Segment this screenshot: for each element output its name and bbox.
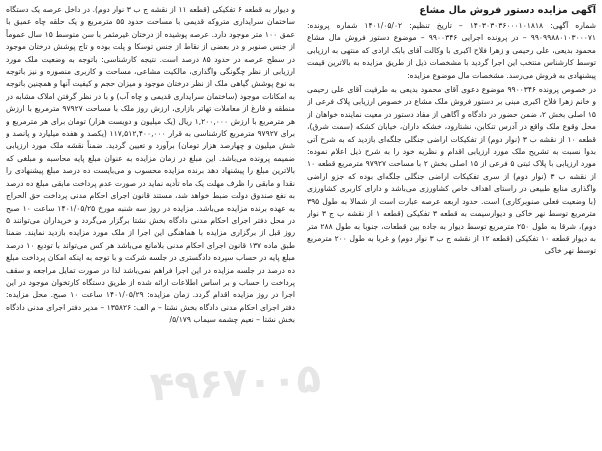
notice-title: آگهی مزایده دستور فروش مال مشاع xyxy=(419,5,596,16)
notice-paragraph: و دیوار به قطعه ۶ تفکیکی (قطعه ۱۱ از نقشه ج ب ۳ نوار دوم). در داخل عرصه یک دستگاه ساختمان سرایداری متروکه قدیمی با مساحت حدود ۵۵ مترمربع و یک حلقه چاه عمیق با عمق ۱۰۰ متر موجود دارد. عرصه پوشیده از درختان غیرمثمر با سن متوسط ۱۵ سال عموماً از جنس صنوبر و در بعضی از نقاط از جنس توسکا و پلت بوده و تاج پوشش درختان موجود در سطح عرصه در حدود ۸۵ درصد است. نتیجه کارشناسی: باتوجه به وضعیت ملک مورد ارزیابی از نظر چگونگی واگذاری، مالکیت مشاعی، مساحت و کاربری منصوره و نیز باتوجه به نوع پوشش گیاهی ملک از نظر درختان موجود و میزان حجم و کیفیت آنها و همچنین باتوجه به امکانات موجود (ساختمان سرایداری قدیمی و چاه آب) و با در نظر گرفتن املاک مشابه در منطقه و فارغ از معاملات تهاتر بازاری، ارزش روز ملک با مساحت ۹۷۹۲۷ مترمربع با ارزش هر مترمربع با ارزش ۱,۲۰۰,۰۰۰ ریال (یک میلیون و دویست هزار) تومان برای هر مترمربع و برای ۹۷۹۲۷ مترمربع کارشناسی به قرار ۱۱۷,۵۱۲,۴۰۰,۰۰۰ (یکصد و هفده میلیارد و پانصد و شش میلیون و چهارصد هزار تومان) برآورد و تعیین گردید. ضمناً نقشه ملک مورد ارزیابی ضمیمه پرونده می‌باشد. این مبلغ در زمان مزایده به عنوان مبلغ پایه محاسبه و مبلغی که بالاترین مبلغ را پیشنهاد دهد برنده مزایده محسوب و می‌بایست ده درصد مبلغ پیشنهادی را نقدا و مابقی را ظرف مهلت یک ماه تأدیه نماید در صورت عدم پرداخت مابقی مبلغ ده درصد به نفع صندوق دولت ضبط خواهد شد، مستند قانون اجرای احکام مدنی پرداخت حق الحراج به عهده برنده مزایده می‌باشد. مزایده در روز سه شنبه مورخ ۱۴۰۱/۰۵/۲۵ ساعت ۱۰ صبح در محل دفتر اجرای احکام مدنی دادگاه بخش نشتا برگزار می‌گردد و خریداران می‌توانند ۵ روز قبل از برگزاری مزایده با هماهنگی این اجرا از ملک مورد مزایده بازدید نمایند. ضمنا طبق ماده ۱۳۷ قانون اجرای احکام مدنی بلامانع می‌باشد هر کس می‌تواند با تودیع ۱۰ درصد مبلغ پایه در حساب سپرده دادگستری در جلسه شرکت و با توجه به اینکه امکان پرداخت مبلغ ده درصد در جلسه مزایده در این اجرا فراهم نمی‌باشد لذا در صورت تمایل مراجعه و سقف پرداخت را حساب و بر اساس اطلاعات ارائه شده از طریق دستگاه کارتخوان موجود در این اجرا در روز مزایده اقدام گردد. زمان مزایده: ۱۴۰۱/۰۵/۲۹ ساعت ۱۰ صبح. محل مزایده: دفتر اجرای احکام مدنی دادگاه بخش نشتا – م الف: ۱۳۵۸۲۶ – مدیر دفتر اجرای مدنی دادگاه بخش نشتا – نعیم چشمه سیماب ۵/۱۷۹/ xyxy=(6,5,295,325)
watermark-number: ۴۹۶۷۰۰۵ xyxy=(148,355,322,411)
notice-paragraph: شماره آگهی: ۱۴۰۳۰۳۰۳۶۰۰۰۱۰۱۸۱۸ – تاریخ تنظیم: ۱۴۰۱/۰۵/۰۲ شماره پرونده: ۹۹۰۹۹۸۸۰۱۰۳۰۰۰۷۱ – در پرونده اجرایی ۹۹۰۰۳۴۶ – موضوع دستور فروش مال مشاع محمود بدیعی، علی رحیمی و زهرا فلاح اکبری با وکالت آقای بابک ارادی که منتهی به ارزیابی توسط کارشناس منتخب این اجرا گردید با مشخصات ذیل از طریق مزایده به بالاترین قیمت پیشنهادی به فروش می‌رسد. مشخصات مال موضوع مزایده: xyxy=(307,21,596,80)
left-column xyxy=(6,4,295,445)
notice-columns xyxy=(6,4,596,445)
right-column xyxy=(307,4,596,445)
notice-paragraph: در خصوص پرونده ۹۹۰۰۳۴۶ موضوع دعوی آقای محمود بدیعی به طرفیت آقای علی رحیمی و خانم زهرا فلاح اکبری مبنی بر دستور فروش ملک مشاع در خصوص ارزیابی پلاک فرعی از ۱۵ اصلی بخش ۲، ضمن حضور در دادگاه و آگاهی از مفاد دستور در معیت نماینده خواهان از محل وقوع ملک واقع در آدرس تنکابن، نشتارود، خشکه داران، خیابان کشکه (سمت شرق)، قطعه ۱۰ از نقشه ب ۳ (نوار دوم) از تفکیکات اراضی جنگلی جلگه‌ای بازدید که به شرح آتی بدوا نسبت به تشریح ملک مورد ارزیابی اقدام و نظریه خود را به شرح ذیل اعلام نموده: مورد ارزیابی با پلاک ثبتی ۵ فرعی از ۱۵ اصلی بخش ۲ با مساحت ۹۷۹۲۷ مترمربع قطعه ۱۰ از نقشه ب ۳ (نوار دوم) از سری تفکیکات اراضی جنگلی جلگه‌ای بوده که جزو اراضی واگذاری منابع طبیعی در راستای اهداف خاص کشاورزی می‌باشد و دارای کاربری کشاورزی (با وضعیت فعلی صنوبرکاری) است. حدود اربعه عرصه عبارت است از شمالا به طول ۳۹۵ مترمربع توسط نهر خاکی و دیوارسیمت به قطعه ۳ تفکیکی (قطعه ۱ از نقشه ب ج ۳ نوار دوم)، شرقا به طول ۲۵۰ مترمربع توسط دیوار به جاده بین قطعات، جنوبا به طول ۲۸۸ متر به دیوار قطعه ۱۰ تفکیکی (قطعه ۱۲ از نقشه ج ب ۳ نوار دوم) و غربا به طول ۲۰۰ مترمربع توسط نهر خاکی xyxy=(307,85,596,256)
